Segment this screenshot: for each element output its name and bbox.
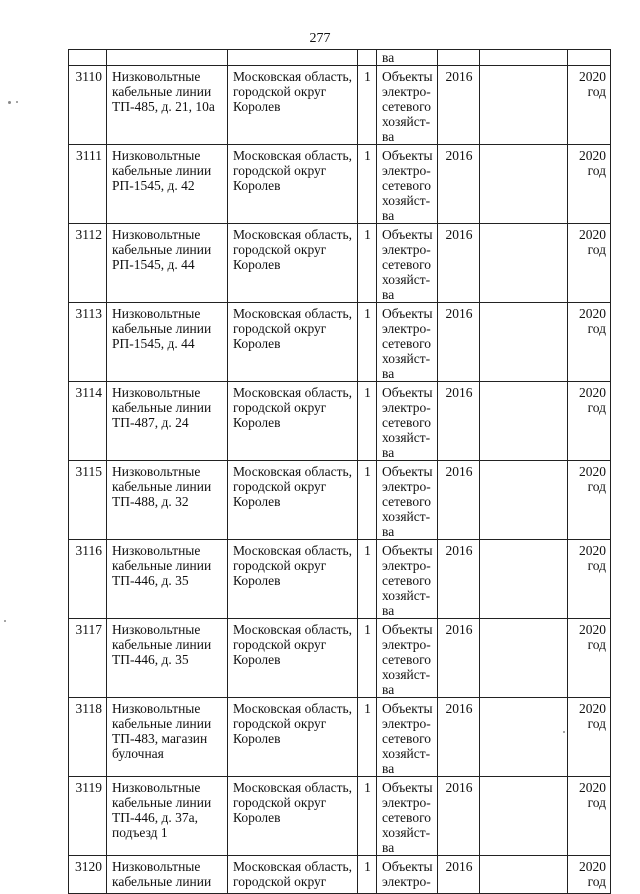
registry-table: [68, 49, 611, 894]
scan-speck: [8, 101, 11, 104]
cell-empty: [480, 856, 568, 894]
cell-until: 2020 год: [568, 619, 611, 698]
cell-empty: [358, 50, 377, 66]
cell-year: 2016: [438, 856, 480, 894]
cell-location: Московская область, городской округ Королев: [228, 777, 358, 856]
cell-object-name: Низковольтные кабельные линии ТП-446, д. 35: [107, 540, 228, 619]
cell-number: 3114: [69, 382, 107, 461]
cell-location: Московская область, городской округ Королев: [228, 619, 358, 698]
table-body: [69, 50, 611, 894]
cell-empty: [438, 50, 480, 66]
table-row: [69, 619, 611, 698]
cell-quantity: 1: [358, 777, 377, 856]
cell-object-name: Низковольтные кабельные линии РП-1545, д. 44: [107, 303, 228, 382]
cell-quantity: 1: [358, 224, 377, 303]
table-row: [69, 540, 611, 619]
cell-empty: [480, 698, 568, 777]
cell-location: Московская область, городской округ: [228, 856, 358, 894]
cell-object-name: Низковольтные кабельные линии ТП-488, д. 32: [107, 461, 228, 540]
cell-object-name: Низковольтные кабельные линии ТП-485, д. 21, 10а: [107, 66, 228, 145]
table-row: [69, 145, 611, 224]
cell-object-name: Низковольтные кабельные линии ТП-446, д. 35: [107, 619, 228, 698]
page-number: 277: [309, 31, 331, 46]
cell-quantity: 1: [358, 303, 377, 382]
cell-location: Московская область, городской округ Королев: [228, 303, 358, 382]
cell-empty: [568, 50, 611, 66]
cell-category: Объекты электро-сетевого хозяйст-ва: [377, 698, 438, 777]
scan-speck: [563, 731, 565, 733]
cell-category: Объекты электро-сетевого хозяйст-ва: [377, 619, 438, 698]
cell-number: 3118: [69, 698, 107, 777]
cell-empty: [107, 50, 228, 66]
cell-number: 3115: [69, 461, 107, 540]
scan-speck: [16, 101, 18, 103]
cell-quantity: 1: [358, 540, 377, 619]
cell-object-name: Низковольтные кабельные линии РП-1545, д. 42: [107, 145, 228, 224]
cell-until: 2020 год: [568, 540, 611, 619]
cell-number: 3111: [69, 145, 107, 224]
cell-quantity: 1: [358, 461, 377, 540]
table-row: [69, 698, 611, 777]
cell-empty: [69, 50, 107, 66]
cell-number: 3120: [69, 856, 107, 894]
cell-year: 2016: [438, 461, 480, 540]
cell-empty: [480, 50, 568, 66]
cell-empty: [480, 224, 568, 303]
cell-quantity: 1: [358, 856, 377, 894]
table-row: [69, 66, 611, 145]
cell-until: 2020 год: [568, 66, 611, 145]
scan-speck: [4, 620, 6, 622]
cell-number: 3116: [69, 540, 107, 619]
cell-category: Объекты электро-сетевого хозяйст-ва: [377, 303, 438, 382]
cell-year: 2016: [438, 382, 480, 461]
cell-quantity: 1: [358, 145, 377, 224]
cell-empty: [480, 145, 568, 224]
cell-until: 2020 год: [568, 224, 611, 303]
cell-location: Московская область, городской округ Королев: [228, 540, 358, 619]
cell-empty: [480, 540, 568, 619]
cell-empty: [480, 66, 568, 145]
cell-year: 2016: [438, 303, 480, 382]
cell-year: 2016: [438, 698, 480, 777]
cell-category: Объекты электро-сетевого хозяйст-ва: [377, 540, 438, 619]
cell-category: Объекты электро-сетевого хозяйст-ва: [377, 66, 438, 145]
cell-category: Объекты электро-сетевого хозяйст-ва: [377, 777, 438, 856]
cell-object-name: Низковольтные кабельные линии РП-1545, д. 44: [107, 224, 228, 303]
cell-empty: [228, 50, 358, 66]
cell-until: 2020 год: [568, 145, 611, 224]
cell-quantity: 1: [358, 382, 377, 461]
table-row: [69, 856, 611, 894]
cell-category: Объекты электро-сетевого хозяйст-ва: [377, 382, 438, 461]
cell-empty: [480, 619, 568, 698]
table-row: [69, 382, 611, 461]
cell-location: Московская область, городской округ Королев: [228, 461, 358, 540]
table-row-continued: [69, 50, 611, 66]
cell-object-name: Низковольтные кабельные линии: [107, 856, 228, 894]
cell-number: 3117: [69, 619, 107, 698]
cell-location: Московская область, городской округ Королев: [228, 698, 358, 777]
cell-until: 2020 год: [568, 777, 611, 856]
cell-empty: [480, 382, 568, 461]
cell-location: Московская область, городской округ Королев: [228, 382, 358, 461]
cell-category: Объекты электро-: [377, 856, 438, 894]
cell-number: 3110: [69, 66, 107, 145]
cell-location: Московская область, городской округ Королев: [228, 145, 358, 224]
table-row: [69, 224, 611, 303]
cell-quantity: 1: [358, 66, 377, 145]
cell-year: 2016: [438, 540, 480, 619]
cell-until: 2020 год: [568, 303, 611, 382]
cell-category: ва: [377, 50, 438, 66]
cell-year: 2016: [438, 619, 480, 698]
cell-location: Московская область, городской округ Королев: [228, 224, 358, 303]
cell-empty: [480, 777, 568, 856]
cell-empty: [480, 461, 568, 540]
cell-quantity: 1: [358, 619, 377, 698]
cell-number: 3112: [69, 224, 107, 303]
cell-category: Объекты электро-сетевого хозяйст-ва: [377, 145, 438, 224]
cell-quantity: 1: [358, 698, 377, 777]
cell-until: 2020 год: [568, 856, 611, 894]
cell-category: Объекты электро-сетевого хозяйст-ва: [377, 461, 438, 540]
cell-year: 2016: [438, 224, 480, 303]
cell-year: 2016: [438, 777, 480, 856]
table-row: [69, 303, 611, 382]
cell-year: 2016: [438, 145, 480, 224]
cell-year: 2016: [438, 66, 480, 145]
cell-location: Московская область, городской округ Королев: [228, 66, 358, 145]
cell-category: Объекты электро-сетевого хозяйст-ва: [377, 224, 438, 303]
cell-number: 3119: [69, 777, 107, 856]
table-row: [69, 461, 611, 540]
cell-object-name: Низковольтные кабельные линии ТП-487, д. 24: [107, 382, 228, 461]
cell-until: 2020 год: [568, 382, 611, 461]
cell-until: 2020 год: [568, 698, 611, 777]
cell-object-name: Низковольтные кабельные линии ТП-483, магазин булочная: [107, 698, 228, 777]
cell-until: 2020 год: [568, 461, 611, 540]
table-row: [69, 777, 611, 856]
cell-number: 3113: [69, 303, 107, 382]
cell-object-name: Низковольтные кабельные линии ТП-446, д. 37а, подъезд 1: [107, 777, 228, 856]
cell-empty: [480, 303, 568, 382]
